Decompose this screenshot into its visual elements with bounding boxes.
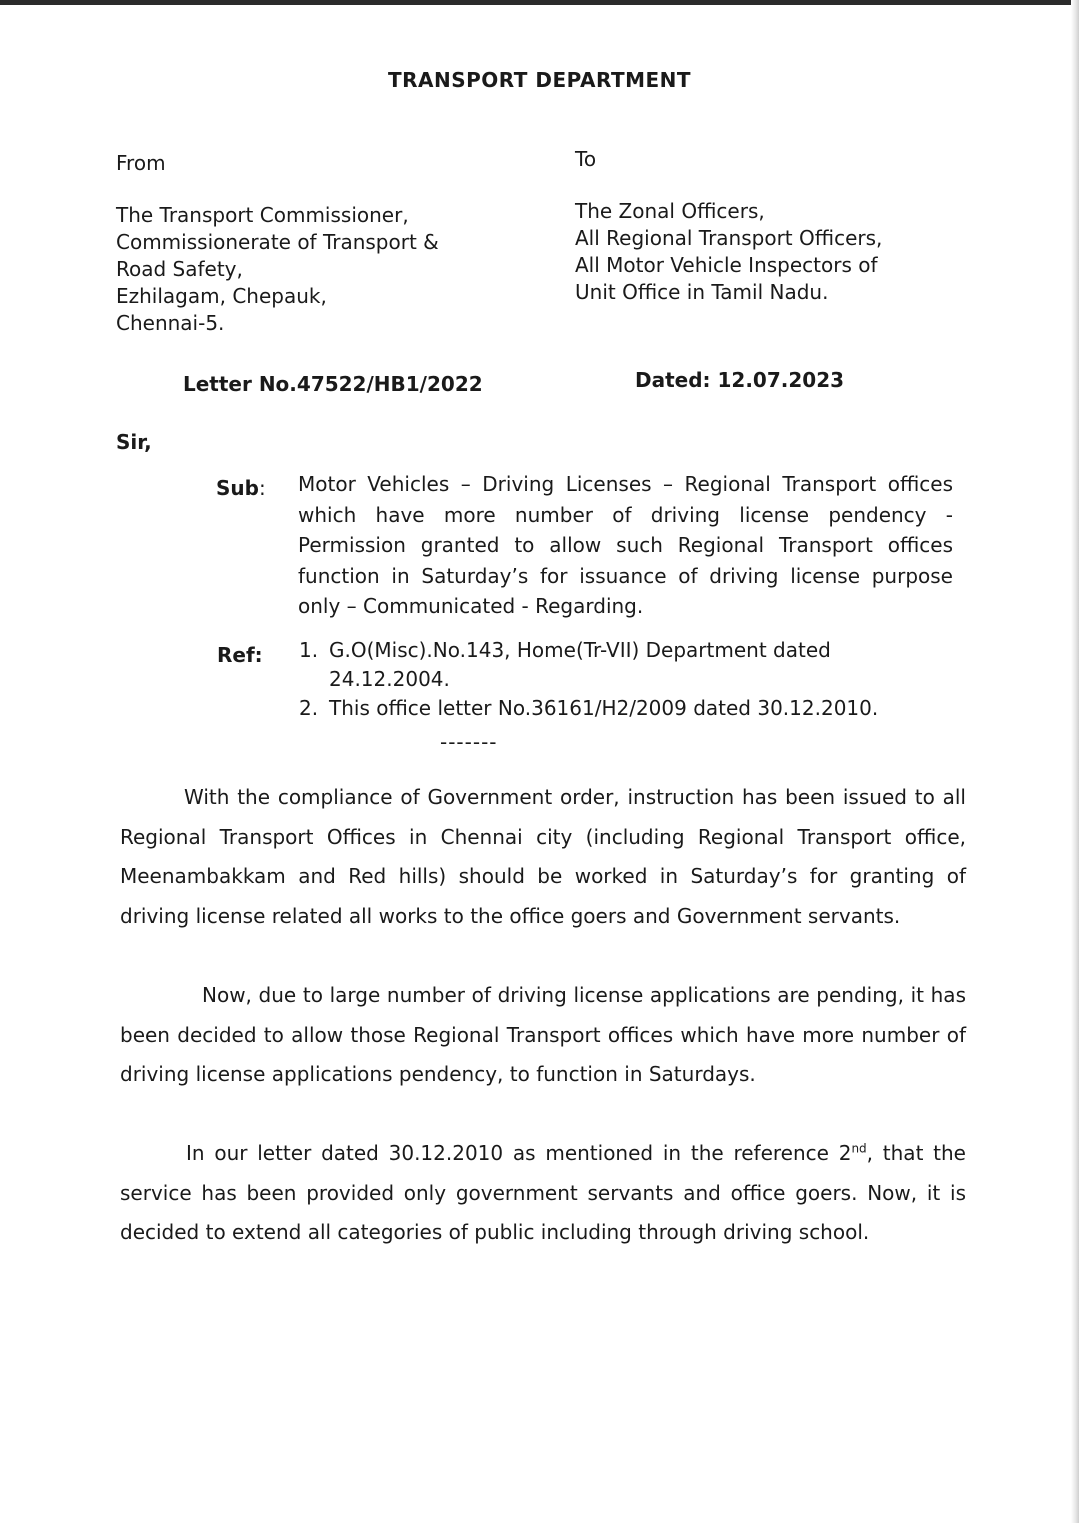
- from-address-line: Ezhilagam, Chepauk,: [116, 284, 327, 308]
- department-heading: TRANSPORT DEPARTMENT: [387, 68, 692, 92]
- page-top-edge: [0, 0, 1079, 5]
- letter-number: Letter No.47522/HB1/2022: [183, 372, 483, 396]
- from-address-line: Road Safety,: [116, 257, 243, 281]
- to-address-line: All Regional Transport Officers,: [575, 226, 883, 250]
- subject-label: Sub:: [216, 476, 266, 500]
- reference-text-continued: 24.12.2004.: [329, 667, 450, 691]
- paragraph-3-start: In our letter dated 30.12.2010 as mentioned in the reference 2: [186, 1141, 852, 1165]
- reference-item: [299, 636, 878, 665]
- ordinal-suffix: nd: [851, 1141, 867, 1156]
- separator: -------: [440, 730, 498, 754]
- to-address-line: The Zonal Officers,: [575, 199, 765, 223]
- salutation: Sir,: [116, 430, 152, 454]
- reference-label: Ref:: [217, 643, 263, 667]
- from-label: [116, 150, 166, 177]
- reference-text: This office letter No.36161/H2/2009 dated 30.12.2010.: [329, 696, 879, 720]
- reference-number: 2.: [299, 696, 319, 720]
- to-address-line: All Motor Vehicle Inspectors of: [575, 253, 878, 277]
- reference-item: [299, 694, 878, 723]
- from-address-line: Chennai-5.: [116, 311, 225, 335]
- subject-text: Motor Vehicles – Driving Licenses – Regional Transport offices which have more number of driving license pendency - Permission granted to allow such Regional Transport offices function in Saturday’s for issuance of driving license purpose only – Communicated - Regarding.: [298, 472, 953, 618]
- reference-number: 1.: [299, 638, 319, 662]
- from-address: [116, 202, 439, 337]
- paragraph-3-end: , that the service has been provided only government servants and office goers. Now, it is decided to extend all categories of public including through driving school.: [120, 1141, 966, 1244]
- page-right-edge: [1071, 0, 1079, 1523]
- letter-date: Dated: 12.07.2023: [635, 368, 845, 392]
- from-address-line: The Transport Commissioner,: [116, 203, 409, 227]
- from-address-line: Commissionerate of Transport &: [116, 230, 439, 254]
- reference-text: G.O(Misc).No.143, Home(Tr-VII) Department dated: [329, 638, 831, 662]
- to-address: [575, 198, 882, 306]
- to-label-text: To: [575, 147, 597, 171]
- reference-list: [299, 636, 878, 723]
- body-paragraph-3: [120, 1134, 966, 1253]
- body-paragraph-2: Now, due to large number of driving license applications are pending, it has been decided to allow those Regional Transport offices which have more number of driving license applications pendency, to function in Saturdays.: [120, 983, 966, 1086]
- body-paragraph-1: With the compliance of Government order, instruction has been issued to all Regional Transport Offices in Chennai city (including Regional Transport office, Meenambakkam and Red hills) should be worked in Saturday’s for granting of driving license related all works to the office goers and Government servants.: [120, 785, 966, 928]
- from-label-text: From: [116, 151, 166, 175]
- to-label: [575, 146, 596, 173]
- to-address-line: Unit Office in Tamil Nadu.: [575, 280, 829, 304]
- subject-label-text: Sub: [216, 476, 259, 500]
